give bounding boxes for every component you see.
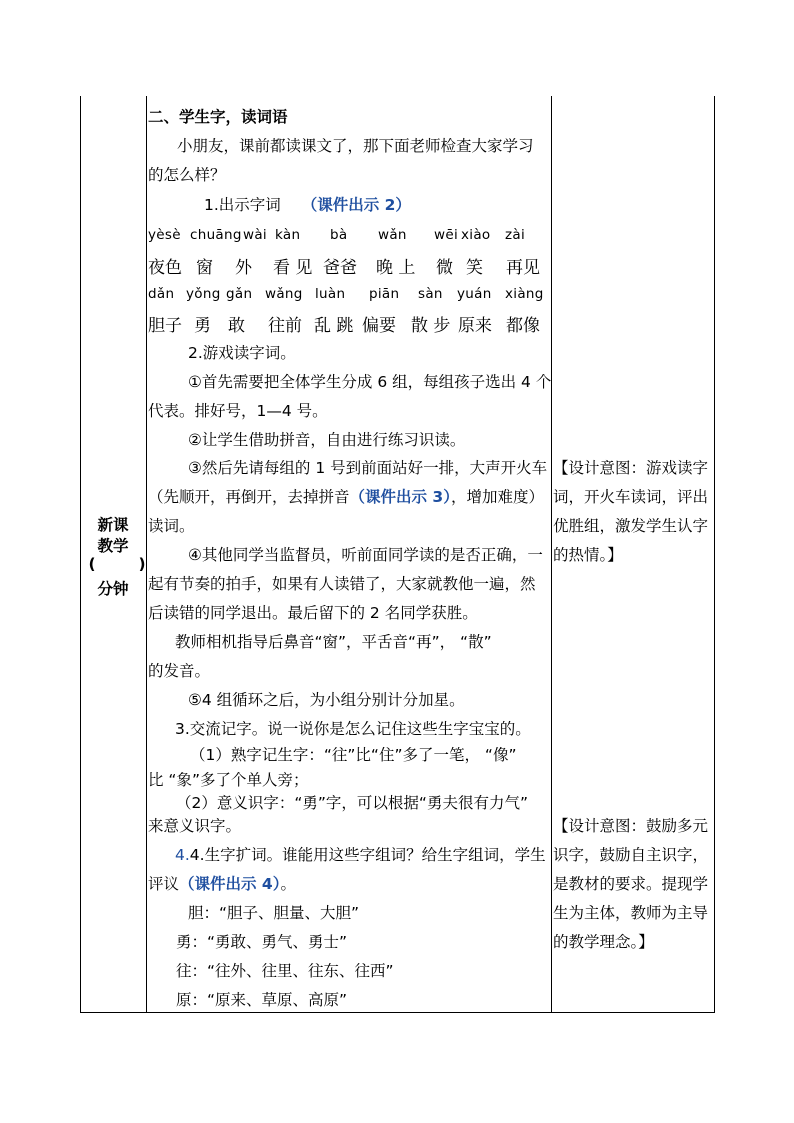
chars-11: 勇: [194, 316, 211, 336]
para4-line3: 后读错的同学退出。最后留下的 2 名同学获胜。: [148, 604, 478, 622]
section-heading: 二、学生字，读词语: [148, 108, 288, 126]
step3-item2-line2: 来意义识字。: [148, 817, 242, 835]
step2-line: 2.游戏读字词。: [188, 344, 296, 362]
pinyin-1: yèsè: [148, 227, 181, 243]
step3-item1-line2: 比 “象”多了个单人旁；: [148, 771, 309, 789]
step3-line: 3.交流记字。说一说你是怎么记住这些生字宝宝的。: [175, 720, 531, 738]
chars-18: 都像: [506, 316, 540, 336]
pinyin-14: luàn: [315, 286, 346, 302]
chars-5: 爸爸: [323, 258, 357, 278]
intro-line-1: 小朋友，课前都读课文了，那下面老师检查大家学习: [177, 137, 534, 155]
word-group-3: 往：“往外、往里、往东、往西”: [176, 962, 394, 980]
pinyin-11: yǒng: [186, 286, 221, 302]
pinyin-12: gǎn: [226, 286, 253, 302]
chars-2: 窗: [196, 258, 213, 278]
table-border-bottom: [80, 1012, 715, 1013]
table-border-col2: [551, 96, 552, 1013]
step1-text: 1.出示字词: [204, 196, 281, 214]
pinyin-9: zài: [505, 227, 526, 243]
word-group-2: 勇：“勇敢、勇气、勇士”: [176, 933, 348, 951]
stage-paren-close: ): [138, 555, 146, 573]
design-note-2-line3: 是教材的要求。提现学: [553, 875, 709, 893]
chars-12: 敢: [228, 316, 245, 336]
chars-15: 偏要: [362, 316, 396, 336]
pinyin-8: xiào: [461, 227, 491, 243]
courseware-tag-2: （课件出示 2）: [301, 196, 411, 214]
step4-line1: [175, 845, 546, 865]
pinyin-10: dǎn: [148, 286, 175, 302]
pinyin-17: yuán: [457, 286, 492, 302]
design-note-2-line1: 【设计意图：鼓励多元: [553, 817, 709, 835]
stage-line2: 教学: [97, 537, 129, 555]
design-note-1-line3: 优胜组，激发学生认字: [553, 517, 709, 535]
chars-10: 胆子: [148, 316, 182, 336]
para1-line1: ①首先需要把全体学生分成 6 组，每组孩子选出 4 个: [188, 373, 552, 391]
para3-line2-text: （先顺开，再倒开，去掉拼音: [148, 488, 350, 506]
step1-line: [204, 195, 411, 215]
chars-1: 夜色: [148, 258, 182, 278]
chars-4: 看 见: [273, 258, 313, 278]
step4-number: 4.: [175, 846, 190, 864]
pinyin-6: wǎn: [378, 227, 407, 243]
chars-7: 微: [436, 258, 453, 278]
step4-line2: [148, 874, 296, 894]
pinyin-16: sàn: [418, 286, 443, 302]
courseware-tag-4: （课件出示 4）: [179, 875, 281, 893]
para3-line1: ③然后先请每组的 1 号到前面站好一排，大声开火车: [188, 459, 548, 477]
step3-item2-line1: （2）意义识字：“勇”字，可以根据“勇夫很有力气”: [176, 794, 528, 812]
para3-line2-end: ，增加难度）: [450, 488, 544, 506]
para5-line2: 的发音。: [148, 662, 211, 680]
word-group-4: 原：“原来、草原、高原”: [176, 991, 348, 1009]
step4-text: 4.生字扩词。谁能用这些字组词？给生字组词，学生: [189, 846, 546, 864]
intro-line-2: 的怎么样？: [148, 166, 226, 184]
stage-paren-open: (: [88, 555, 96, 573]
chars-14: 乱 跳: [314, 316, 354, 336]
courseware-tag-3: （课件出示 3）: [349, 488, 451, 506]
pinyin-4: kàn: [275, 227, 301, 243]
step3-item1-line1: （1）熟字记生字：“往”比“住”多了一笔， “像”: [190, 746, 517, 764]
pinyin-3: wài: [243, 227, 267, 243]
design-note-1-line1: 【设计意图：游戏读字: [553, 459, 709, 477]
design-note-2-line2: 识字，鼓励自主识字，: [553, 846, 709, 864]
chars-9: 再见: [506, 258, 540, 278]
pinyin-13: wǎng: [265, 286, 303, 302]
pinyin-2: chuāng: [190, 227, 242, 243]
chars-13: 往前: [268, 316, 302, 336]
step4-line2-text: 评议: [148, 875, 180, 893]
para4-line1: ④其他同学当监督员，听前面同学读的是否正确，一: [188, 546, 543, 564]
pinyin-5: bà: [330, 227, 348, 243]
pinyin-15: piān: [369, 286, 400, 302]
para2-line: ②让学生借助拼音，自由进行练习识读。: [188, 431, 466, 449]
design-note-2-line4: 生为主体，教师为主导: [553, 904, 709, 922]
chars-6: 晚 上: [376, 258, 416, 278]
design-note-1-line4: 的热情。】: [553, 546, 623, 564]
para4-line2: 起有节奏的拍手，如果有人读错了，大家就教他一遍，然: [148, 575, 536, 593]
para3-line3: 读词。: [148, 517, 195, 535]
word-group-1: 胆：“胆子、胆量、大胆”: [188, 904, 360, 922]
step4-line2-end: 。: [280, 875, 296, 893]
chars-17: 原来: [458, 316, 492, 336]
design-note-2-line5: 的教学理念。】: [553, 933, 654, 951]
chars-16: 散 步: [411, 316, 451, 336]
pinyin-18: xiàng: [505, 286, 544, 302]
para6-line: ⑤4 组循环之后，为小组分别计分加星。: [188, 691, 465, 709]
design-note-1-line2: 词，开火车读词，评出: [553, 488, 709, 506]
pinyin-7: wēi: [434, 227, 458, 243]
stage-line1: 新课: [97, 516, 129, 534]
chars-3: 外: [235, 258, 252, 278]
table-border-right: [714, 96, 715, 1013]
chars-8: 笑: [466, 258, 483, 278]
para3-line2: [148, 487, 544, 507]
para1-line2: 代表。排好号，1—4 号。: [148, 402, 328, 420]
stage-line4: 分钟: [97, 580, 129, 598]
para5-line1: 教师相机指导后鼻音“窗”，平舌音“再”， “散”: [175, 633, 492, 651]
